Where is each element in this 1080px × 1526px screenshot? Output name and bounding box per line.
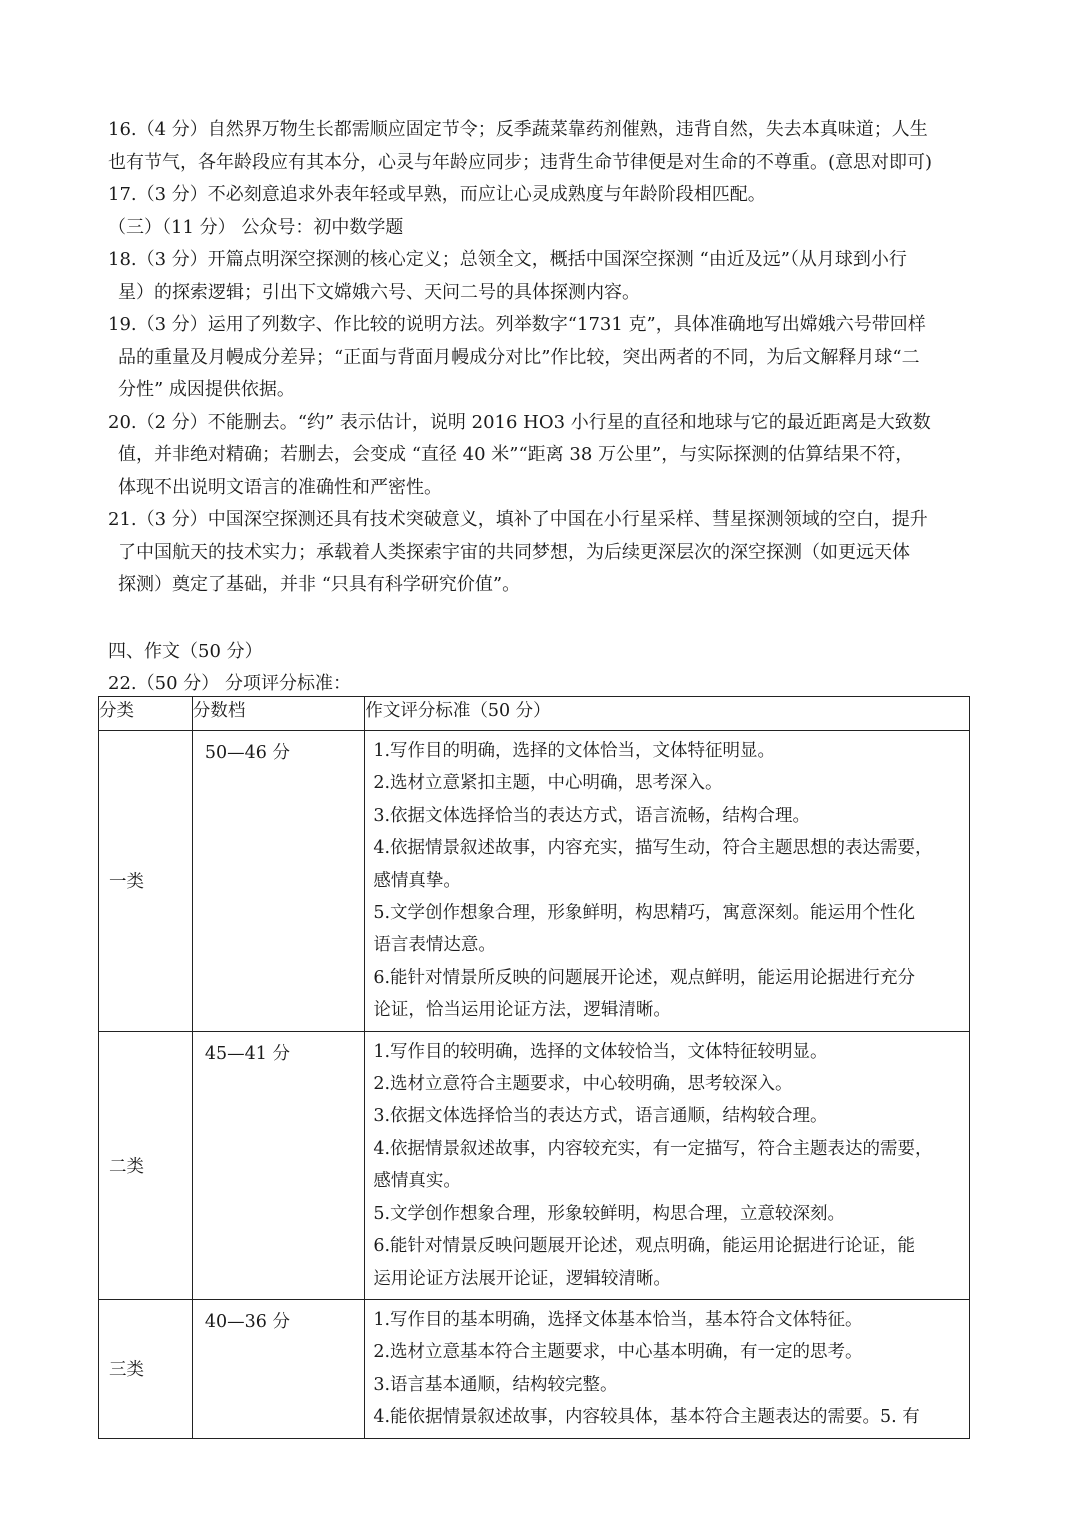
- criteria-line: 4.依据情景叙述故事，内容充实，描写生动，符合主题思想的表达需要，: [373, 838, 933, 859]
- criteria-line: 感情真挚。: [373, 870, 461, 891]
- answer-20: [108, 407, 978, 505]
- criteria-line: 4.依据情景叙述故事，内容较充实，有一定描写，符合主题表达的需要，: [373, 1138, 933, 1159]
- essay-section-title: 四、作文（50 分）: [108, 640, 263, 662]
- criteria-line: 1.写作目的较明确，选择的文体较恰当，文体特征较明显。: [373, 1041, 828, 1062]
- table-row: [99, 731, 970, 1032]
- answer-line: 品的重量及月幔成分差异；“正面与背面月幔成分对比”作比较，突出两者的不同，为后文解释月球“二: [118, 346, 920, 368]
- answer-line: 18.（3 分）开篇点明深空探测的核心定义；总领全文，概括中国深空探测 “由近及远”（从月球到小行: [108, 249, 907, 270]
- answer-line: 了中国航天的技术实力；承载着人类探索宇宙的共同梦想，为后续更深层次的深空探测（如更远天体: [118, 541, 910, 563]
- answer-line: 星）的探索逻辑；引出下文嫦娥六号、天问二号的具体探测内容。: [118, 281, 640, 303]
- criteria-line: 6.能针对情景反映问题展开论述，观点明确，能运用论据进行论证，能: [373, 1236, 916, 1257]
- criteria-line: 2.选材立意紧扣主题，中心明确，思考深入。: [373, 773, 723, 794]
- answer-line: 探测）奠定了基础，并非 “只具有科学研究价值”。: [118, 574, 521, 595]
- essay-rubric-table: [98, 696, 970, 1439]
- answer-line: （三）（11 分） 公众号：初中数学题: [108, 216, 404, 238]
- criteria-line: 语言表情达意。: [373, 935, 496, 956]
- criteria-line: 5.文学创作想象合理，形象较鲜明，构思合理，立意较深刻。: [373, 1203, 846, 1224]
- answer-line: 17.（3 分）不必刻意追求外表年轻或早熟，而应让心灵成熟度与年龄阶段相匹配。: [108, 184, 766, 205]
- table-row: [99, 1299, 970, 1438]
- answer-line: 20.（2 分）不能删去。“约” 表示估计，说明 2016 HO3 小行星的直径和地球与它的最近距离是大致数: [108, 411, 931, 433]
- essay-subtitle: 22.（50 分） 分项评分标准：: [108, 672, 351, 694]
- answer-line: 值，并非绝对精确；若删去，会变成 “直径 40 米”“距离 38 万公里”，与实际探测的估算结果不符，: [118, 444, 914, 465]
- category-cell: 三类: [99, 1299, 193, 1438]
- table-header-row: [99, 697, 970, 731]
- criteria-line: 1.写作目的基本明确，选择文体基本恰当，基本符合文体特征。: [373, 1309, 863, 1330]
- score-cell: 45—41 分: [192, 1031, 364, 1299]
- criteria-line: 2.选材立意符合主题要求，中心较明确，思考较深入。: [373, 1074, 793, 1095]
- category-cell: 二类: [99, 1031, 193, 1299]
- criteria-line: 6.能针对情景所反映的问题展开论述，观点鲜明，能运用论据进行充分: [373, 967, 916, 988]
- answer-18: [108, 244, 978, 309]
- answer-line: 也有节气，各年龄段应有其本分，心灵与年龄应同步；违背生命节律便是对生命的不尊重。(意思对即可): [108, 151, 933, 173]
- category-cell: 一类: [99, 731, 193, 1032]
- criteria-line: 感情真实。: [373, 1171, 461, 1192]
- header-category: 分类: [99, 697, 193, 731]
- answer-16: [108, 114, 978, 179]
- criteria-line: 3.依据文体选择恰当的表达方式，语言通顺，结构较合理。: [373, 1106, 828, 1127]
- spacer: [108, 602, 978, 636]
- score-cell: 40—36 分: [192, 1299, 364, 1438]
- criteria-line: 1.写作目的明确，选择的文体恰当，文体特征明显。: [373, 741, 776, 761]
- answer-21: [108, 504, 978, 602]
- criteria-line: 4.能依据情景叙述故事，内容较具体，基本符合主题表达的需要。5. 有: [373, 1407, 920, 1428]
- answer-line: 16.（4 分）自然界万物生长都需顺应固定节令；反季蔬菜靠药剂催熟，违背自然，失去本真味道；人生: [108, 119, 928, 140]
- table-row: [99, 1031, 970, 1299]
- header-criteria: 作文评分标准（50 分）: [365, 697, 970, 731]
- criteria-line: 3.语言基本通顺，结构较完整。: [373, 1374, 618, 1395]
- answer-line: 分性” 成因提供依据。: [118, 379, 295, 400]
- answer-line: 21.（3 分）中国深空探测还具有技术突破意义，填补了中国在小行星采样、彗星探测领域的空白，提升: [108, 509, 928, 530]
- score-cell: 50—46 分: [192, 731, 364, 1032]
- answer-line: 体现不出说明文语言的准确性和严密性。: [118, 476, 442, 498]
- criteria-line: 3.依据文体选择恰当的表达方式，语言流畅，结构合理。: [373, 805, 811, 826]
- criteria-line: 5.文学创作想象合理，形象鲜明，构思精巧，寓意深刻。能运用个性化: [373, 903, 916, 924]
- answer-key: [108, 114, 978, 700]
- answer-line: 19.（3 分）运用了列数字、作比较的说明方法。列举数字“1731 克”，具体准确地写出嫦娥六号带回样: [108, 314, 926, 335]
- criteria-line: 运用论证方法展开论证，逻辑较清晰。: [373, 1268, 671, 1289]
- criteria-line: 论证，恰当运用论证方法，逻辑清晰。: [373, 1000, 671, 1021]
- answer-17: [108, 179, 978, 212]
- section-three-heading: [108, 212, 978, 245]
- criteria-cell: [365, 1299, 970, 1438]
- criteria-cell: [365, 731, 970, 1032]
- criteria-line: 2.选材立意基本符合主题要求，中心基本明确，有一定的思考。: [373, 1342, 863, 1363]
- criteria-cell: [365, 1031, 970, 1299]
- answer-19: [108, 309, 978, 407]
- header-score: 分数档: [192, 697, 364, 731]
